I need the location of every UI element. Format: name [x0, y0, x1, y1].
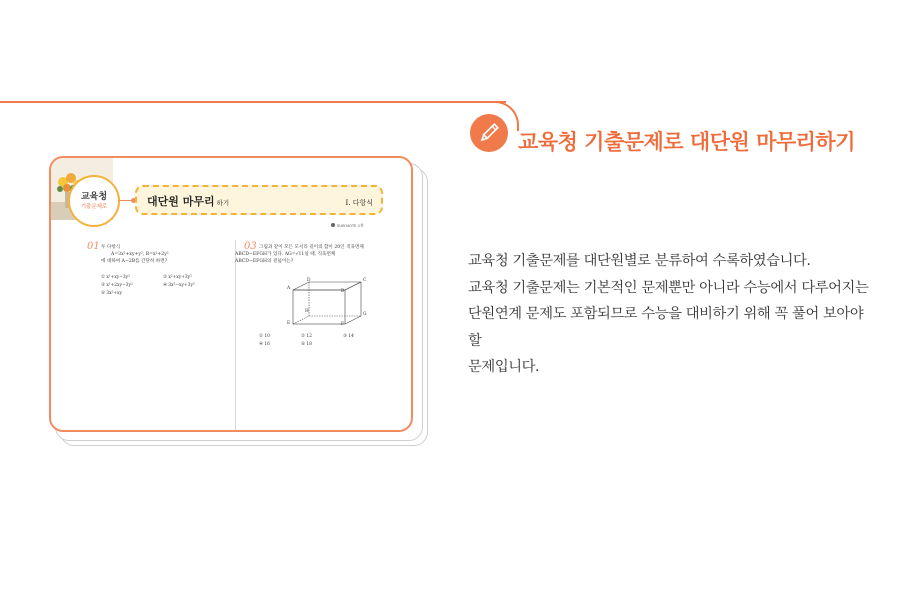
question-text: ABCD−EFGH가 있다. AG=√11일 때, 직육면체 [235, 252, 336, 257]
description-paragraph: 교육청 기출문제를 대단원별로 분류하여 수록하였습니다. [468, 253, 811, 269]
cuboid-diagram [287, 280, 367, 330]
chapter-banner [135, 185, 383, 215]
vertex-label: A [287, 286, 291, 291]
answer-option: ④ 3x²−xy+3y² [163, 283, 195, 288]
banner-section: I. 다항식 [345, 199, 373, 207]
vertex-label: H [305, 309, 309, 314]
pencil-icon [470, 114, 508, 152]
badge-subtitle: 기출문제로 [80, 203, 108, 210]
vertex-label: G [363, 312, 367, 317]
banner-title [147, 193, 229, 209]
answer-option: ③ 14 [343, 334, 354, 339]
answer-option: ② x²+xy+3y² [163, 275, 192, 280]
question-text: 에 대하여 A−2B를 간단히 하면? [101, 259, 168, 264]
description-paragraph: 문제입니다. [468, 359, 540, 375]
question-number: 03 [244, 241, 257, 252]
badge-title: 교육청 [80, 191, 108, 202]
description-paragraph: 교육청 기출문제는 기본적인 문제뿐만 아니라 수능에서 다루어지는 [468, 279, 869, 296]
vertex-label: B [341, 289, 345, 294]
column-divider [235, 240, 236, 430]
book-page-preview [49, 156, 413, 432]
question-text: 그림과 같이 모든 모서리 길이의 합이 20인 직육면체 [259, 245, 364, 250]
answer-option: ① x²+xy−3y² [101, 275, 130, 280]
sub-note: SUB NOTE 1쪽 [337, 223, 364, 228]
section-title: 교육청 기출문제로 대단원 마무리하기 [518, 130, 856, 154]
question-number: 01 [87, 241, 100, 252]
header-divider-line [0, 101, 506, 103]
subnote-dot [331, 223, 335, 227]
vertex-label: F [341, 322, 344, 327]
vertex-label: E [287, 321, 291, 326]
description [468, 248, 878, 381]
answer-option: ④ 16 [259, 342, 270, 347]
question-text: 두 다항식 [101, 245, 121, 250]
question-text: A=3x²+xy+y², B=x²+2y² [111, 252, 169, 257]
vertex-label: D [307, 278, 311, 283]
banner-title-text: 대단원 마무리 [147, 195, 215, 208]
answer-option: ③ x²+2xy−3y² [101, 283, 133, 288]
answer-option: ⑤ 3x²+xy [101, 291, 122, 296]
answer-option: ① 10 [259, 334, 270, 339]
answer-option: ② 12 [301, 334, 312, 339]
question-text: ABCD−EFGH의 겉넓이는? [235, 259, 294, 264]
badge [68, 175, 120, 227]
banner-title-suffix: 하기 [216, 199, 230, 207]
vertex-label: C [363, 278, 367, 283]
description-paragraph: 단원연계 문제도 포함되므로 수능을 대비하기 위해 꼭 풀어 보아야 할 [468, 306, 864, 349]
answer-option: ⑤ 18 [301, 342, 312, 347]
